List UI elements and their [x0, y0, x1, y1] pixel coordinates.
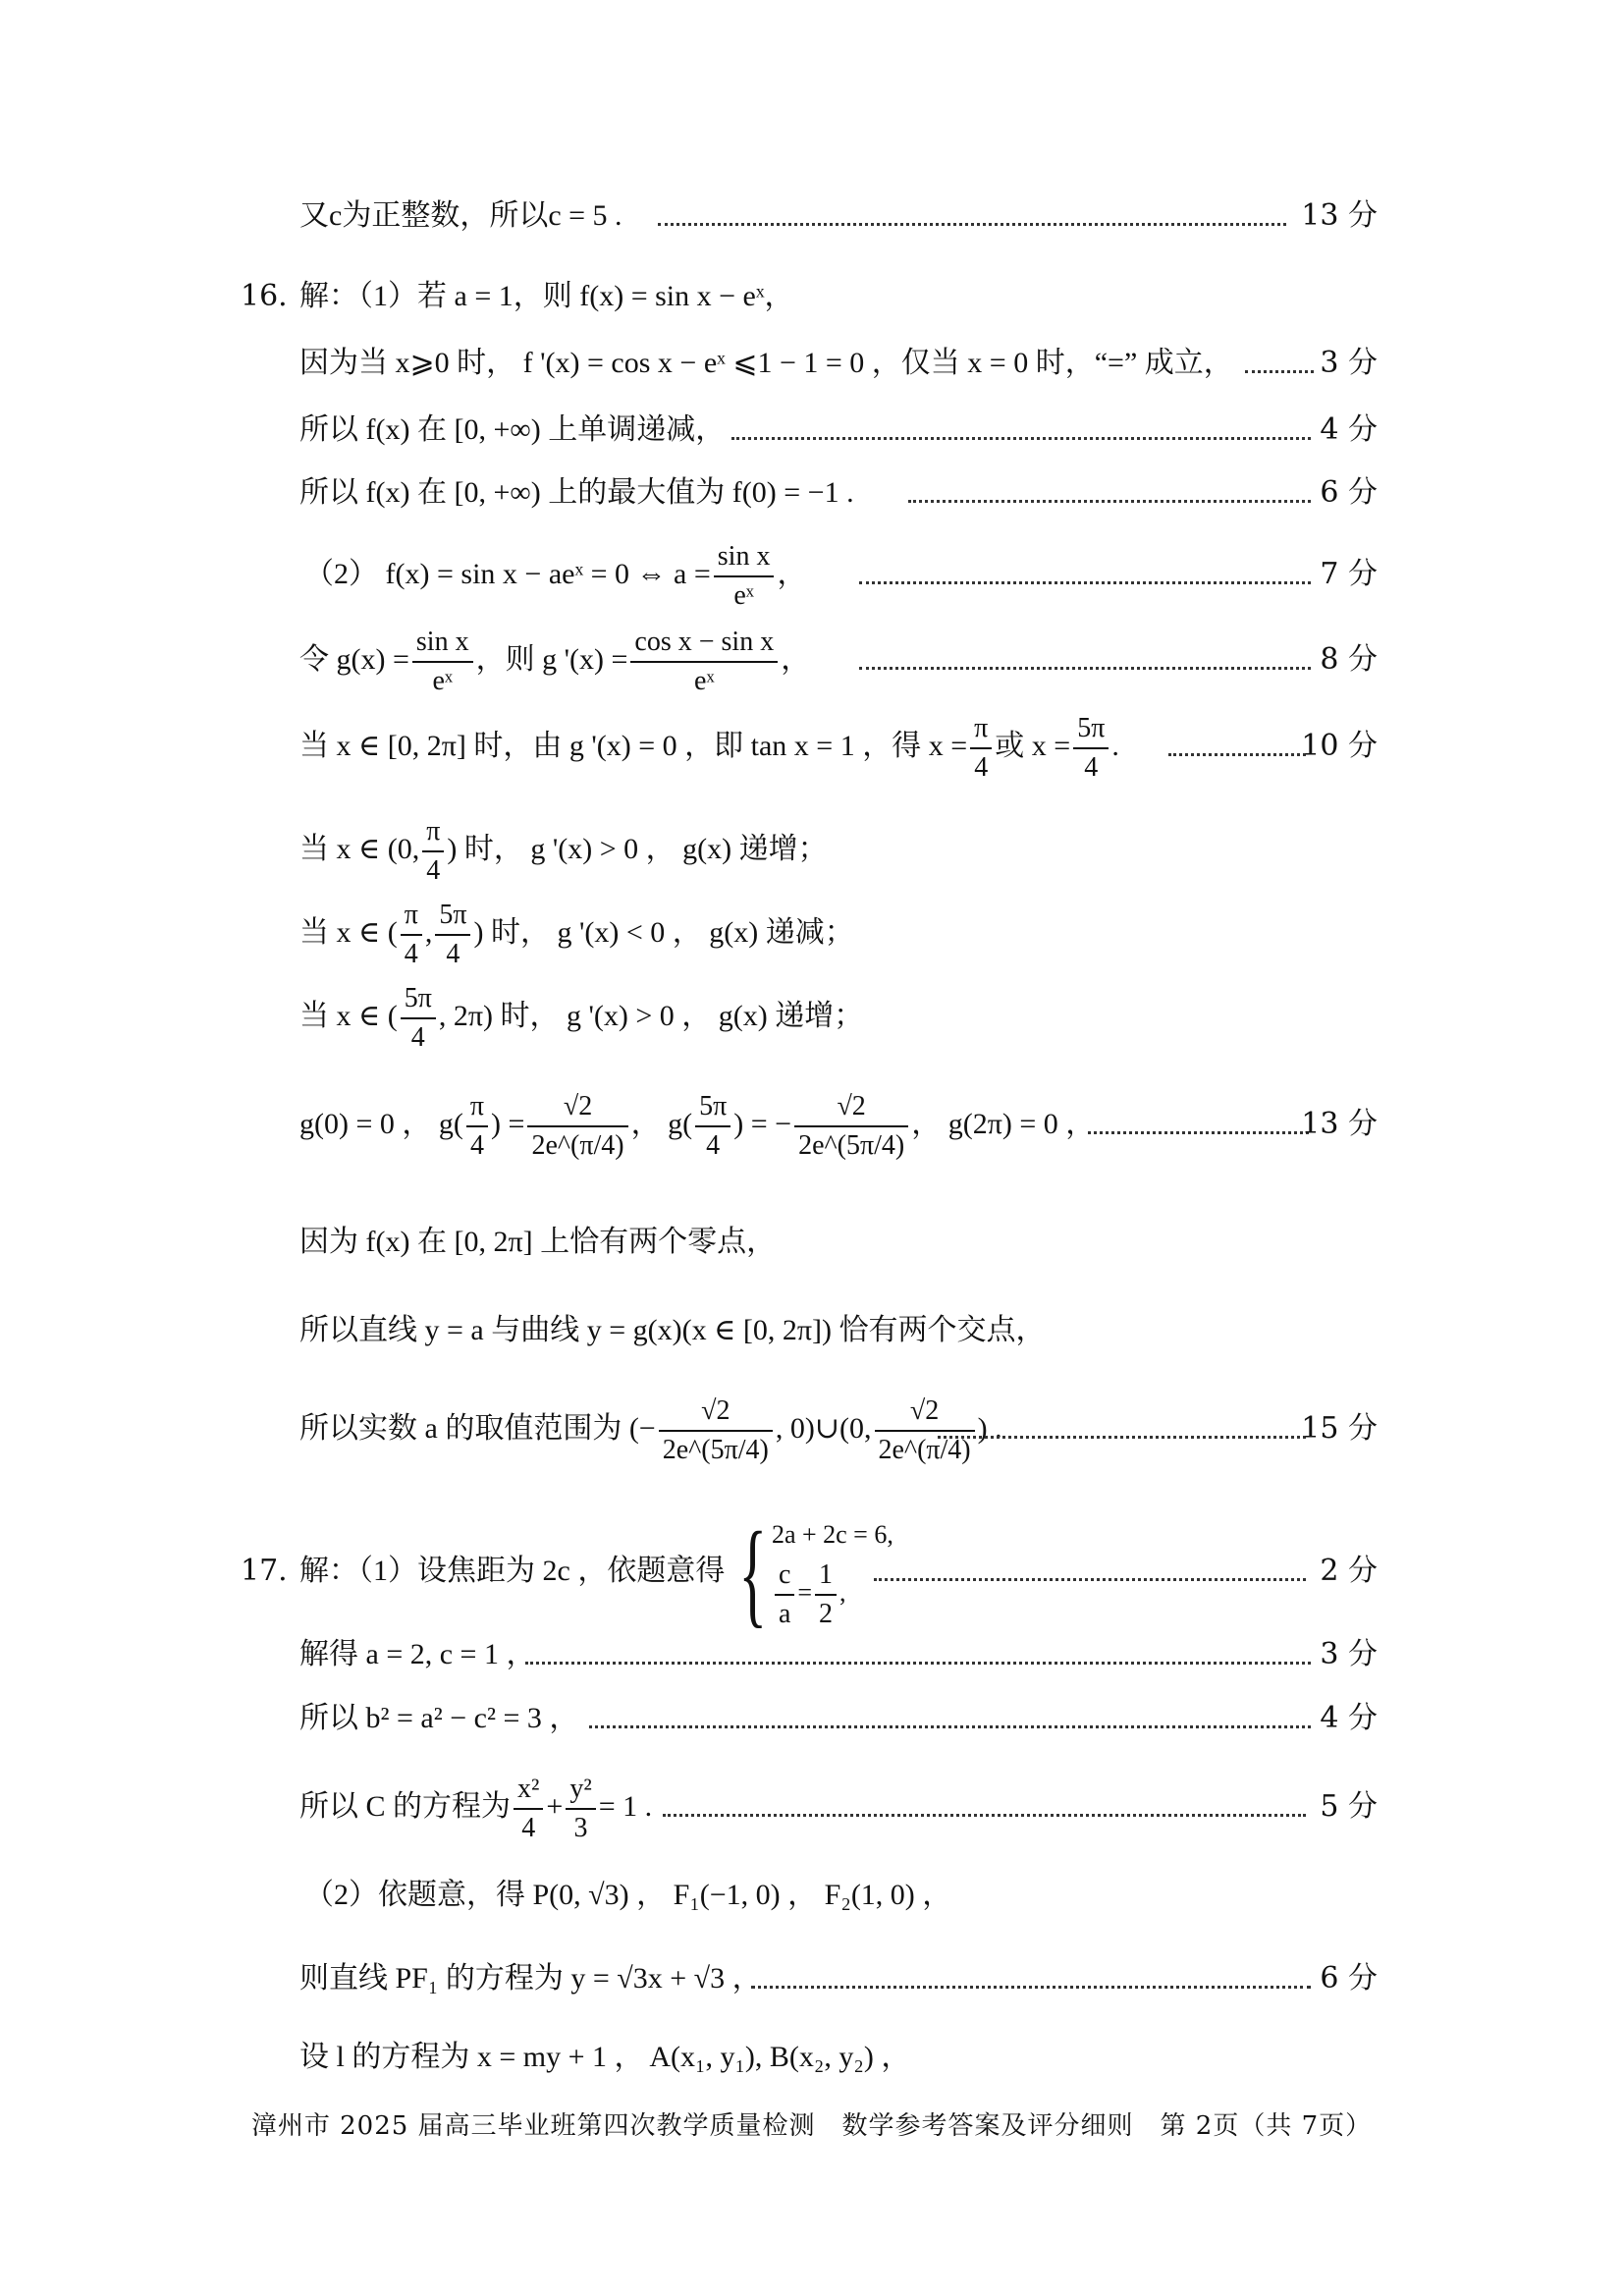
leader-dots	[751, 1986, 1311, 1989]
leader-dots	[874, 1578, 1306, 1581]
text-part: 所以实数 a 的取值范围为 (−	[299, 1412, 656, 1445]
answer-line	[0, 900, 1623, 970]
line-text: 所以 f(x) 在 [0, +∞) 上的最大值为 f(0) = −1 .	[299, 476, 854, 509]
numerator: 5π	[1073, 710, 1109, 749]
fraction	[630, 624, 778, 700]
fraction	[659, 1393, 773, 1469]
text-part: 或 x =	[995, 730, 1071, 762]
answer-line-16-header	[0, 277, 1623, 316]
line-text	[299, 1079, 1095, 1170]
page-footer: 漳州市 2025 届高三毕业班第四次教学质量检测 数学参考答案及评分细则 第 2页（共 7页）	[250, 2111, 1373, 2141]
answer-line	[0, 1699, 1623, 1738]
fraction	[1073, 710, 1109, 787]
text-part: 令 g(x) =	[299, 643, 409, 676]
fraction	[401, 897, 422, 973]
answer-line	[0, 1311, 1623, 1350]
score-label: 8 分	[1320, 642, 1378, 677]
text-part: +	[546, 1790, 564, 1823]
line-text	[299, 1384, 1002, 1474]
line-text	[299, 975, 863, 1058]
numerator: π	[466, 1088, 488, 1127]
line-text	[299, 808, 828, 891]
answer-line	[0, 1876, 1623, 1915]
answer-line	[0, 816, 1623, 887]
line-text	[299, 1507, 893, 1639]
score-label: 15 分	[1301, 1411, 1378, 1446]
denominator: a	[778, 1599, 791, 1630]
score-label: 13 分	[1301, 198, 1378, 233]
text-part: .	[1111, 730, 1119, 762]
text-part: （2） f(x) = sin x − aeˣ = 0 ⇔ a =	[304, 558, 711, 590]
fraction	[422, 813, 444, 890]
numerator: π	[401, 897, 422, 936]
denominator: 2	[819, 1599, 834, 1630]
text-part: , 0)∪(0,	[775, 1412, 872, 1445]
numerator: π	[970, 710, 992, 749]
text-part: 所以 C 的方程为	[299, 1790, 512, 1823]
line-text	[304, 533, 806, 616]
denominator: 2e^(5π/4)	[662, 1435, 769, 1466]
answer-line	[0, 713, 1623, 784]
answer-line	[0, 344, 1623, 383]
leader-dots	[731, 437, 1311, 440]
answer-line	[0, 1774, 1623, 1844]
line-text	[299, 705, 1119, 788]
numerator: c	[775, 1557, 794, 1596]
fraction	[527, 1088, 627, 1165]
line-text: 设 l 的方程为 x = my + 1 ， A(x₁, y₁), B(x₂, y₂) ，	[299, 2041, 911, 2073]
text-part: ) = −	[733, 1108, 792, 1140]
text-part: 当 x ∈ (	[299, 1000, 398, 1032]
answer-line-15-end	[0, 196, 1623, 236]
denominator: eˣ	[733, 580, 754, 612]
line-text: （2）依题意，得 P(0, √3) ， F₁(−1, 0) ， F₂(1, 0) ，	[304, 1879, 952, 1911]
fraction	[566, 1771, 595, 1847]
numerator: 5π	[401, 980, 436, 1019]
answer-line	[0, 2038, 1623, 2077]
line-text: 解得 a = 2, c = 1 ，	[299, 1638, 536, 1670]
answer-line	[0, 1959, 1623, 1998]
numerator: cos x − sin x	[630, 624, 778, 663]
question-number: 16.	[241, 279, 288, 313]
text-part: ，	[781, 643, 811, 676]
line-text: 所以直线 y = a 与曲线 y = g(x)(x ∈ [0, 2π]) 恰有两个交点，	[299, 1314, 1046, 1346]
score-label: 6 分	[1320, 475, 1378, 510]
leader-dots	[859, 667, 1311, 670]
answer-line	[0, 541, 1623, 612]
denominator: 4	[1084, 752, 1099, 784]
score-label: 13 分	[1301, 1107, 1378, 1141]
fraction	[435, 897, 470, 973]
numerator: √2	[794, 1088, 908, 1127]
numerator: √2	[659, 1393, 773, 1432]
leader-dots	[908, 500, 1311, 503]
question-number: 17.	[241, 1554, 288, 1588]
line-text	[299, 619, 810, 701]
line-text: 所以 b² = a² − c² = 3 ，	[299, 1702, 579, 1734]
denominator: 4	[974, 752, 989, 784]
system-eq-2	[772, 1557, 893, 1633]
numerator: 1	[815, 1557, 837, 1596]
line-text	[299, 892, 854, 974]
text-part: ，则 g '(x) =	[475, 643, 628, 676]
numerator: y²	[566, 1771, 595, 1810]
denominator: 2e^(π/4)	[531, 1130, 624, 1162]
numerator: √2	[875, 1393, 975, 1432]
score-label: 5 分	[1320, 1789, 1378, 1824]
line-text: 所以 f(x) 在 [0, +∞) 上单调递减，	[299, 413, 726, 446]
fraction	[514, 1771, 543, 1847]
leader-dots	[859, 581, 1311, 584]
leader-dots	[658, 223, 1286, 226]
fraction	[714, 538, 775, 615]
fraction	[815, 1557, 837, 1633]
text-part: ) 时， g '(x) < 0 ， g(x) 递减；	[473, 916, 854, 949]
text-part: ， g(2π) = 0 ，	[911, 1108, 1096, 1140]
text-part: ) 时， g '(x) > 0 ， g(x) 递增；	[447, 833, 828, 865]
line-text: 因为当 x⩾0 时， f '(x) = cos x − eˣ ⩽1 − 1 = 0 ，仅当 x = 0 时，“=” 成立，	[299, 347, 1233, 379]
numerator: π	[422, 813, 444, 852]
fraction	[794, 1088, 908, 1165]
text-part: 当 x ∈ (0,	[299, 833, 420, 865]
answer-line	[0, 1223, 1623, 1262]
denominator: 4	[469, 1130, 484, 1162]
text-part: ,	[839, 1578, 846, 1608]
text-part: ，	[777, 558, 807, 590]
text-part: ) .	[977, 1412, 1002, 1445]
score-label: 4 分	[1320, 412, 1378, 447]
numerator: √2	[527, 1088, 627, 1127]
denominator: 4	[404, 939, 418, 970]
denominator: eˣ	[694, 666, 715, 697]
leader-dots	[1168, 753, 1306, 756]
score-label: 6 分	[1320, 1961, 1378, 1995]
answer-line	[0, 983, 1623, 1054]
denominator: 4	[426, 855, 441, 887]
fraction	[412, 624, 473, 700]
text-part: 当 x ∈ (	[299, 916, 398, 949]
text-part: 当 x ∈ [0, 2π] 时，由 g '(x) = 0 ，即 tan x = 1 ，得 x =	[299, 730, 968, 762]
score-label: 4 分	[1320, 1701, 1378, 1735]
numerator: sin x	[412, 624, 473, 663]
text-part: ) =	[491, 1108, 525, 1140]
denominator: 4	[410, 1022, 425, 1054]
brace-symbol: {	[738, 1507, 768, 1639]
leader-dots	[1088, 1131, 1309, 1134]
line-text: 因为 f(x) 在 [0, 2π] 上恰有两个零点，	[299, 1226, 777, 1258]
answer-line	[0, 1635, 1623, 1674]
score-label: 2 分	[1320, 1554, 1378, 1588]
fraction	[695, 1088, 730, 1165]
text-part: g(0) = 0 ， g(	[299, 1108, 463, 1140]
text-part: = 1 .	[598, 1790, 653, 1823]
text-part: ， g(	[630, 1108, 693, 1140]
numerator: 5π	[435, 897, 470, 936]
denominator: 4	[521, 1813, 536, 1844]
system-eq-1: 2a + 2c = 6,	[771, 1520, 893, 1550]
leader-dots	[1245, 370, 1314, 373]
denominator: eˣ	[432, 666, 454, 697]
line-text: 又c为正整数，所以c = 5 .	[299, 199, 622, 232]
answer-line	[0, 473, 1623, 513]
answer-line	[0, 627, 1623, 697]
leader-dots	[663, 1814, 1306, 1817]
score-label: 7 分	[1320, 557, 1378, 591]
denominator: 2e^(5π/4)	[798, 1130, 905, 1162]
fraction	[775, 1557, 794, 1633]
line-text: 则直线 PF₁ 的方程为 y = √3x + √3 ，	[299, 1962, 762, 1995]
leader-dots	[938, 1436, 1306, 1439]
denominator: 4	[446, 939, 460, 970]
denominator: 4	[706, 1130, 721, 1162]
text-part: 解：（1）设焦距为 2c ，依题意得	[299, 1555, 726, 1587]
text-part: =	[797, 1578, 813, 1608]
fraction	[401, 980, 436, 1057]
denominator: 3	[573, 1813, 588, 1844]
score-label: 3 分	[1320, 346, 1378, 380]
score-label: 3 分	[1320, 1637, 1378, 1671]
line-text	[299, 1766, 652, 1848]
equation-system	[772, 1513, 893, 1633]
answer-line-17-header	[0, 1507, 1623, 1639]
numerator: x²	[514, 1771, 543, 1810]
denominator: 2e^(π/4)	[878, 1435, 971, 1466]
leader-dots	[525, 1662, 1311, 1665]
fraction	[970, 710, 992, 787]
answer-line	[0, 410, 1623, 450]
fraction	[466, 1088, 488, 1165]
text-part: ,	[424, 916, 433, 949]
text-part: , 2π) 时， g '(x) > 0 ， g(x) 递增；	[438, 1000, 864, 1032]
leader-dots	[589, 1725, 1311, 1728]
score-label: 10 分	[1301, 729, 1378, 763]
line-text: 解：（1）若 a = 1，则 f(x) = sin x − eˣ，	[299, 280, 794, 312]
numerator: sin x	[714, 538, 775, 577]
fraction	[875, 1393, 975, 1469]
numerator: 5π	[695, 1088, 730, 1127]
